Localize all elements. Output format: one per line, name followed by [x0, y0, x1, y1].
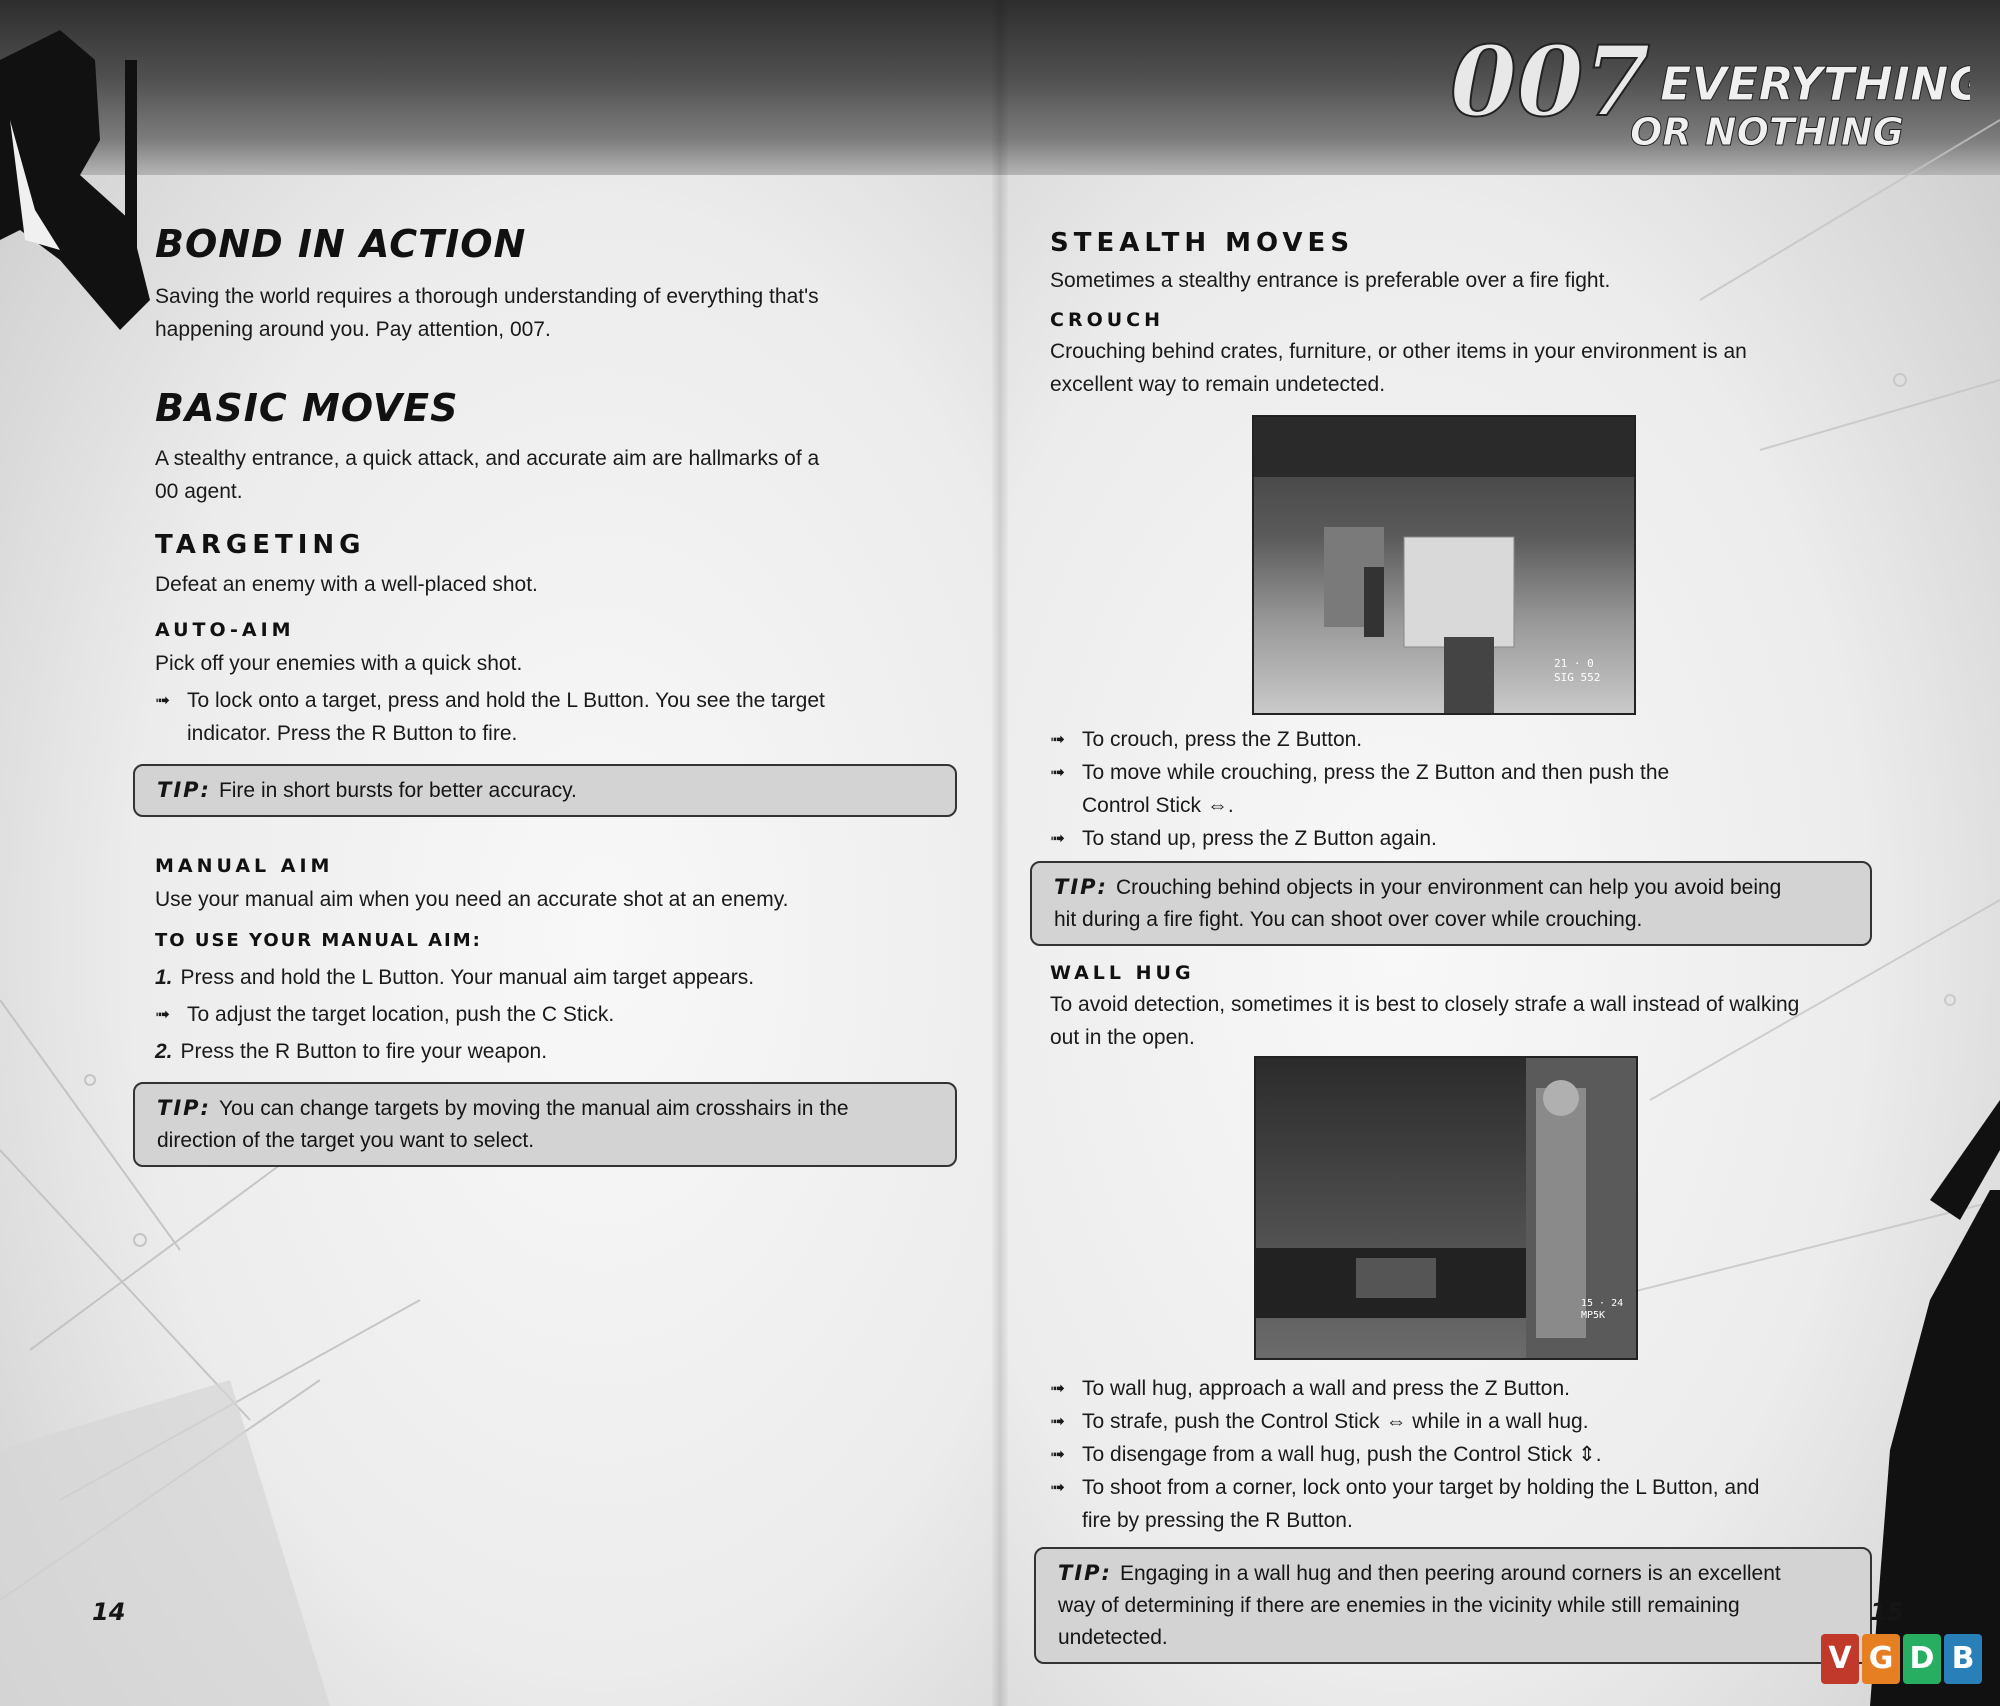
wall-hug-text-1: To avoid detection, sometimes it is best to closely strafe a wall instead of walking: [1050, 993, 1800, 1016]
tip-label: TIP:: [1058, 1561, 1112, 1585]
intro-line-1: Saving the world requires a thorough understanding of everything that's: [155, 285, 819, 308]
tip-text-2: way of determining if there are enemies in the vicinity while still remaining: [1058, 1594, 1740, 1617]
page-number-left: 14: [92, 1598, 126, 1626]
crouch-screenshot-slot: [1050, 401, 1850, 719]
section-title-bond-in-action: BOND IN ACTION: [155, 222, 527, 266]
tip-label: TIP:: [1054, 875, 1108, 899]
wall-hug-hud-weapon: MP5K: [1581, 1310, 1606, 1321]
page-number-right: 15: [1870, 1598, 1904, 1626]
list-item: ➟ To stand up, press the Z Button again.: [1050, 822, 1850, 855]
watermark-letter-d: D: [1903, 1634, 1941, 1684]
arrow-bullet-icon: ➟: [1050, 729, 1066, 749]
heading-manual-aim: MANUAL AIM: [155, 855, 334, 877]
tip-text-2: hit during a fire fight. You can shoot over cover while crouching.: [1054, 908, 1643, 931]
basic-moves-text-2: 00 agent.: [155, 480, 243, 503]
list-item: ➟ To adjust the target location, push the C Stick.: [155, 998, 955, 1031]
arrow-bullet-icon: ➟: [1050, 1477, 1066, 1497]
list-item: ➟ To lock onto a target, press and hold the L Button. You see the target indicator. Press the R Button to fire.: [155, 684, 955, 750]
logo-graphic: [1430, 20, 1970, 160]
heading-targeting: TARGETING: [155, 530, 366, 560]
crouch-screenshot: [1252, 415, 1636, 715]
manual-aim-list: [155, 998, 955, 1031]
wall-hug-hud-ammo: 15 · 24: [1581, 1298, 1624, 1309]
heading-auto-aim: AUTO-AIM: [155, 619, 295, 641]
heading-how-to-manual-aim: TO USE YOUR MANUAL AIM:: [155, 930, 482, 951]
wall-hug-screenshot-slot: [1050, 1054, 1850, 1368]
section-title-basic-moves: BASIC MOVES: [155, 386, 459, 430]
list-item: ➟ To strafe, push the Control Stick ⇔ while in a wall hug.: [1050, 1405, 1850, 1438]
tip-label: TIP:: [157, 1096, 211, 1120]
crouch-text-2: excellent way to remain undetected.: [1050, 373, 1386, 396]
arrow-bullet-icon: ➟: [1050, 828, 1066, 848]
list-item: ➟ To shoot from a corner, lock onto your target by holding the L Button, and fire by pressing the R Button.: [1050, 1471, 1850, 1537]
targeting-text: Defeat an enemy with a well-placed shot.: [155, 573, 538, 596]
manual-aim-step-2: 2. Press the R Button to fire your weapon.: [155, 1040, 548, 1063]
list-item: ➟ To crouch, press the Z Button.: [1050, 723, 1850, 756]
arrow-bullet-icon: ➟: [155, 1004, 171, 1024]
manual-aim-step-1: 1. Press and hold the L Button. Your manual aim target appears.: [155, 966, 755, 989]
heading-stealth-moves: STEALTH MOVES: [1050, 228, 1355, 258]
arrow-bullet-icon: ➟: [1050, 762, 1066, 782]
arrow-bullet-icon: ➟: [1050, 1444, 1066, 1464]
tip-text: Fire in short bursts for better accuracy.: [218, 779, 577, 802]
arrow-bullet-icon: ➟: [1050, 1378, 1066, 1398]
arrow-bullet-icon: ➟: [155, 690, 171, 710]
tip-text-1: Crouching behind objects in your environment can help you avoid being: [1115, 876, 1782, 899]
wall-hug-text-2: out in the open.: [1050, 1026, 1195, 1049]
watermark-letter-b: B: [1944, 1634, 1982, 1684]
arrow-bullet-icon: ➟: [1050, 1411, 1066, 1431]
left-content: [155, 222, 955, 1167]
tip-text-1: You can change targets by moving the manual aim crosshairs in the: [218, 1097, 849, 1120]
auto-aim-list: [155, 684, 955, 750]
tip-text-1: Engaging in a wall hug and then peering around corners is an excellent: [1119, 1562, 1781, 1585]
tip-box-3: [1030, 861, 1872, 946]
right-content: [1050, 228, 1850, 1664]
list-item: ➟ To disengage from a wall hug, push the Control Stick ⇕.: [1050, 1438, 1850, 1471]
crouch-scene: [1254, 417, 1634, 713]
book-spine: [992, 0, 1008, 1706]
tip-label: TIP:: [157, 778, 211, 802]
wall-hug-list: [1050, 1372, 1850, 1537]
auto-aim-text: Pick off your enemies with a quick shot.: [155, 652, 523, 675]
wall-hug-screenshot: [1254, 1056, 1638, 1360]
logo-or-nothing: OR NOTHING: [1630, 110, 1904, 154]
tip-box-1: [133, 764, 957, 817]
watermark-letter-g: G: [1862, 1634, 1900, 1684]
right-page: [1000, 0, 2000, 1706]
wall-hug-scene: [1256, 1058, 1636, 1358]
crouch-list: [1050, 723, 1850, 855]
game-logo: [1430, 20, 1970, 160]
tip-box-2: [133, 1082, 957, 1167]
heading-wall-hug: WALL HUG: [1050, 962, 1195, 984]
intro-line-2: happening around you. Pay attention, 007.: [155, 318, 551, 341]
list-item: ➟ To move while crouching, press the Z Button and then push the Control Stick ⇔.: [1050, 756, 1850, 822]
tip-text-2: direction of the target you want to select.: [157, 1129, 535, 1152]
tip-text-3: undetected.: [1058, 1626, 1168, 1649]
crouch-text-1: Crouching behind crates, furniture, or other items in your environment is an: [1050, 340, 1747, 363]
list-item: ➟ To wall hug, approach a wall and press the Z Button.: [1050, 1372, 1850, 1405]
tip-box-4: [1034, 1547, 1872, 1664]
logo-007: 007: [1450, 25, 1651, 138]
manual-aim-text: Use your manual aim when you need an accurate shot at an enemy.: [155, 888, 789, 911]
heading-crouch: CROUCH: [1050, 309, 1164, 331]
basic-moves-text-1: A stealthy entrance, a quick attack, and accurate aim are hallmarks of a: [155, 447, 820, 470]
vgdb-watermark: [1821, 1634, 1982, 1684]
logo-everything: EVERYTHING: [1660, 57, 1970, 111]
watermark-letter-v: V: [1821, 1634, 1859, 1684]
crouch-hud-ammo: 21 · 0: [1554, 657, 1594, 670]
crouch-hud-weapon: SIG 552: [1554, 671, 1601, 684]
stealth-text: Sometimes a stealthy entrance is preferable over a fire fight.: [1050, 269, 1611, 292]
